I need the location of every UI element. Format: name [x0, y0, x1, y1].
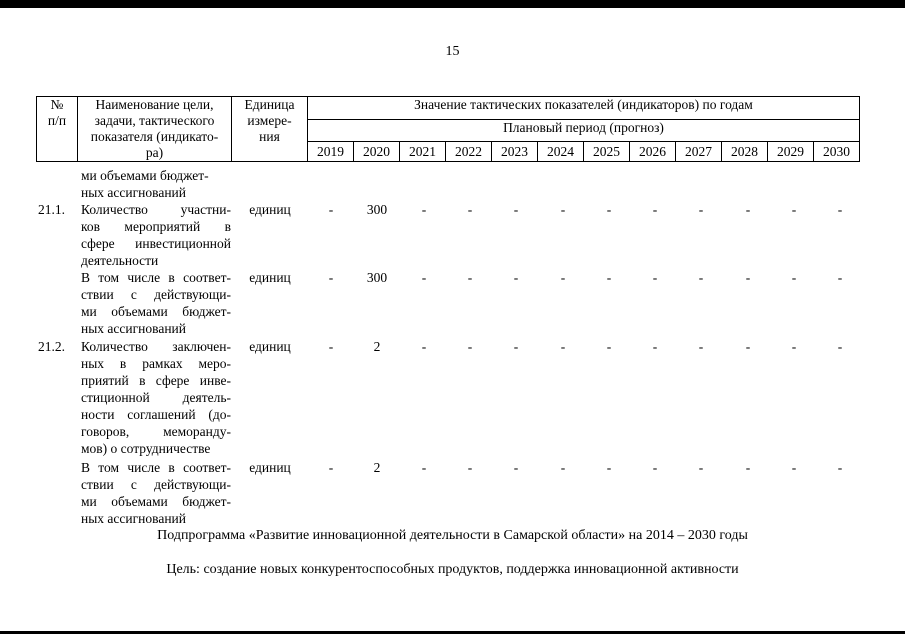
goal-text: Цель: создание новых конкурентоспособных продуктов, поддержка инновационной активности [166, 562, 739, 577]
value-cell: - [698, 270, 704, 285]
header-name-line: показателя (индикато- [90, 129, 219, 144]
header-num-line: № [50, 97, 64, 112]
text-line: ности соглашений (до- [81, 407, 231, 422]
value-cell: - [467, 270, 473, 285]
value-cell: - [837, 339, 843, 354]
subprogram-title: Подпрограмма «Развитие инновационной деятельности в Самарской области» на 2014 – 2030 годы [157, 528, 748, 543]
value-cell: - [698, 202, 704, 217]
header-unit-line: Единица [244, 97, 295, 112]
text-line: ков мероприятий в [81, 219, 231, 234]
text-line: приятий в сфере инве- [81, 373, 231, 388]
header-num-line: п/п [47, 113, 67, 128]
header-name-line: Наименование цели, [95, 97, 214, 112]
value-cell: - [652, 460, 658, 475]
text-line: мов) о сотрудничестве [81, 441, 211, 456]
header-year: 2030 [814, 142, 860, 162]
value-cell: - [745, 339, 751, 354]
value-cell: - [606, 460, 612, 475]
value-cell: - [421, 270, 427, 285]
header-period-title: Плановый период (прогноз) [308, 119, 860, 142]
value-cell: - [837, 270, 843, 285]
header-unit-line: ния [259, 129, 280, 144]
value-cell: - [745, 460, 751, 475]
value-cell: - [560, 270, 566, 285]
value-cell: - [513, 339, 519, 354]
value-cell: - [698, 460, 704, 475]
text-line: сфере инвестиционной [81, 236, 231, 251]
text-line: стиционной деятель- [81, 390, 231, 405]
header-year: 2023 [492, 142, 538, 162]
header-year: 2029 [768, 142, 814, 162]
value-cell: - [745, 270, 751, 285]
header-year: 2021 [400, 142, 446, 162]
text-line: говоров, меморанду- [81, 424, 231, 439]
value-cell: - [560, 339, 566, 354]
text-line: ных ассигнований [81, 511, 186, 526]
text-line: ствии с действующи- [81, 287, 231, 302]
value-cell: - [328, 339, 334, 354]
value-cell: - [467, 460, 473, 475]
value-cell: - [652, 339, 658, 354]
header-unit [232, 97, 308, 162]
text-line: Количество заключен- [81, 339, 231, 354]
header-unit-line: измере- [247, 113, 292, 128]
value-cell: - [328, 460, 334, 475]
header-name-line: ра) [145, 145, 164, 160]
header-name-line: задачи, тактического [94, 113, 215, 128]
row-unit: единиц [249, 202, 291, 217]
top-border [0, 0, 905, 8]
value-cell: - [513, 202, 519, 217]
value-cell: 300 [366, 270, 388, 285]
row-unit: единиц [249, 270, 291, 285]
value-cell: - [513, 270, 519, 285]
text-line: Количество участни- [81, 202, 231, 217]
value-cell: - [791, 460, 797, 475]
header-year: 2025 [584, 142, 630, 162]
header-name [78, 97, 232, 162]
value-cell: - [791, 202, 797, 217]
row-name [81, 459, 231, 527]
value-cell: - [652, 202, 658, 217]
row-number: 21.2. [38, 339, 65, 354]
value-cell: - [560, 460, 566, 475]
row-unit: единиц [249, 460, 291, 475]
value-cell: - [560, 202, 566, 217]
value-cell: - [421, 339, 427, 354]
row-name [81, 338, 231, 457]
text-line: деятельности [81, 253, 159, 268]
header-year: 2019 [308, 142, 354, 162]
row-number: 21.1. [38, 202, 65, 217]
text-line: ных ассигнований [81, 185, 186, 200]
header-year: 2022 [446, 142, 492, 162]
value-cell: - [513, 460, 519, 475]
continuation-text [81, 167, 231, 201]
value-cell: 300 [366, 202, 388, 217]
header-year: 2020 [354, 142, 400, 162]
value-cell: - [837, 202, 843, 217]
value-cell: - [698, 339, 704, 354]
value-cell: - [606, 202, 612, 217]
text-line: ми объемами бюджет- [81, 168, 209, 183]
value-cell: 2 [373, 460, 381, 475]
value-cell: - [467, 339, 473, 354]
row-unit: единиц [249, 339, 291, 354]
header-year: 2026 [630, 142, 676, 162]
text-line: В том числе в соответ- [81, 270, 231, 285]
bottom-border [0, 631, 905, 634]
value-cell: - [421, 460, 427, 475]
value-cell: - [791, 339, 797, 354]
value-cell: - [328, 270, 334, 285]
value-cell: - [606, 270, 612, 285]
text-line: ных ассигнований [81, 321, 186, 336]
text-line: В том числе в соответ- [81, 460, 231, 475]
header-year: 2027 [676, 142, 722, 162]
header-year: 2024 [538, 142, 584, 162]
header-num [37, 97, 78, 162]
text-line: ми объемами бюджет- [81, 494, 231, 509]
text-line: ных в рамках меро- [81, 356, 231, 371]
value-cell: - [328, 202, 334, 217]
value-cell: - [606, 339, 612, 354]
value-cell: 2 [373, 339, 381, 354]
row-name [81, 269, 231, 337]
header-year: 2028 [722, 142, 768, 162]
value-cell: - [837, 460, 843, 475]
value-cell: - [421, 202, 427, 217]
page-number: 15 [445, 44, 460, 59]
table-header [36, 96, 860, 162]
value-cell: - [652, 270, 658, 285]
row-name [81, 201, 231, 269]
text-line: ствии с действующи- [81, 477, 231, 492]
value-cell: - [745, 202, 751, 217]
text-line: ми объемами бюджет- [81, 304, 231, 319]
header-values-title: Значение тактических показателей (индикаторов) по годам [308, 97, 860, 120]
value-cell: - [791, 270, 797, 285]
value-cell: - [467, 202, 473, 217]
